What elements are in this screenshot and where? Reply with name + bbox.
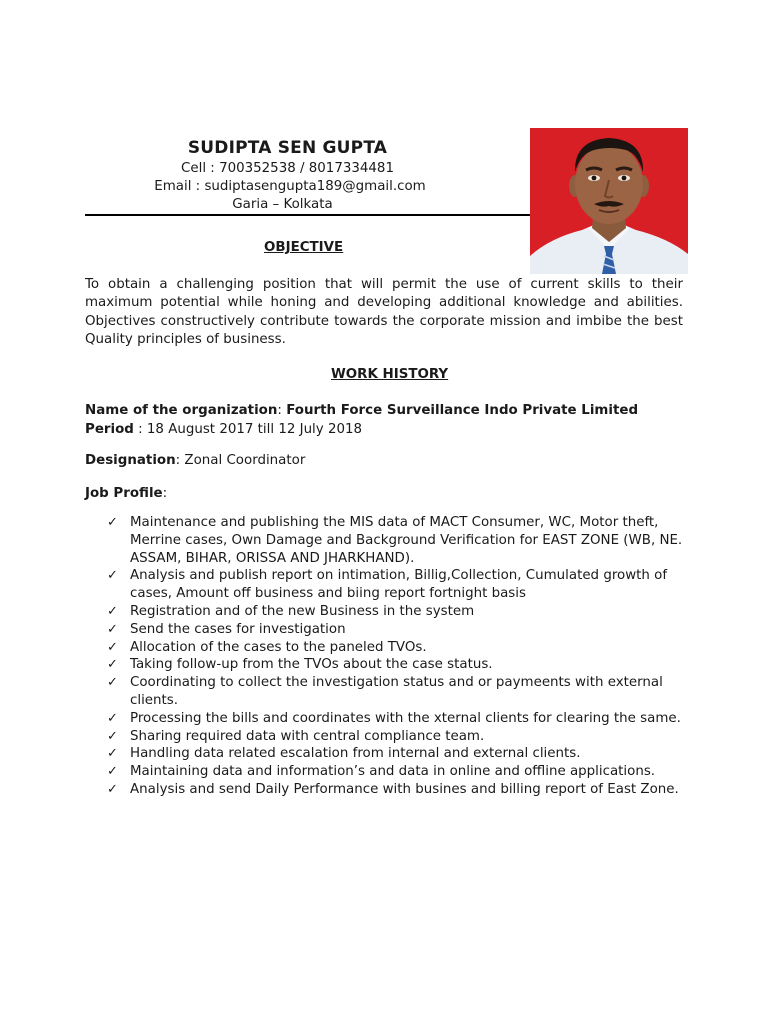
organization-label: Name of the organization [85,403,278,418]
period-field [85,421,362,439]
check-icon: ✓ [107,621,118,637]
period-label: Period [85,422,134,437]
location: Garia – Kolkata [232,197,333,212]
objective-text: To obtain a challenging position that will permit the use of current skills to their maximum potential while honing and developing additional knowledge and abilities. Objectives constructively contribute towards the corporate mission and imbibe the best Quality principles of business. [85,277,683,347]
list-item: ✓ Handling data related escalation from internal and external clients. [107,746,581,762]
list-item: ✓ Processing the bills and coordinates with the xternal clients for clearing the same. [107,710,681,726]
designation-field [85,452,305,470]
candidate-name: SUDIPTA SEN GUPTA [187,138,388,158]
label-colon: : [162,486,168,501]
designation-label: Designation [85,453,176,468]
check-icon: ✓ [107,710,118,726]
list-item: ✓ Maintenance and publishing the MIS data of MACT Consumer, WC, Motor theft, Merrine cases, Own Damage and Background Verification for EAST ZONE (WB, NE. ASSAM, BIHAR, ORISSA AND JHARKHAND). [107,515,683,566]
list-item: ✓ Allocation of the cases to the paneled TVOs. [107,639,427,655]
list-item: ✓ Sharing required data with central compliance team. [107,728,485,744]
objective-heading: OBJECTIVE [264,240,344,255]
check-icon: ✓ [107,639,118,655]
check-icon: ✓ [107,728,118,744]
list-item: ✓ Maintaining data and information’s and data in online and offline applications. [107,764,656,780]
cell-number: Cell : 700352538 / 8017334481 [181,161,394,176]
check-icon: ✓ [107,515,118,530]
designation-value: Zonal Coordinator [184,453,306,468]
job-profile-field [85,485,167,503]
work-history-heading: WORK HISTORY [331,367,449,382]
email-address: Email : sudiptasengupta189@gmail.com [154,179,426,194]
list-item: ✓ Analysis and send Daily Performance with busines and billing report of East Zone. [107,781,679,797]
list-item: ✓ Coordinating to collect the investigation status and or paymeents with external clients. [107,675,663,708]
profile-photo [530,128,688,274]
check-icon: ✓ [107,675,118,691]
check-icon: ✓ [107,568,118,584]
list-item: ✓ Registration and of the new Business in the system [107,603,475,619]
job-profile-label: Job Profile [85,486,163,501]
list-item: ✓ Taking follow-up from the TVOs about the case status. [107,657,493,673]
label-colon: : [277,403,287,418]
organization-field [85,402,638,420]
organization-value: Fourth Force Surveillance Indo Private Limited [286,403,639,418]
check-icon: ✓ [107,746,118,762]
duties-list [107,514,697,799]
list-item: ✓ Analysis and publish report on intimation, Billig,Collection, Cumulated growth of cases, Amount off business and biing report fortnight basis [107,568,668,602]
resume-header [85,136,530,214]
list-item: ✓ Send the cases for investigation [107,621,346,637]
period-value: 18 August 2017 till 12 July 2018 [146,422,363,437]
check-icon: ✓ [107,764,118,780]
check-icon: ✓ [107,603,118,619]
label-colon: : [175,453,185,468]
check-icon: ✓ [107,657,118,673]
check-icon: ✓ [107,781,118,797]
label-colon: : [133,422,147,437]
